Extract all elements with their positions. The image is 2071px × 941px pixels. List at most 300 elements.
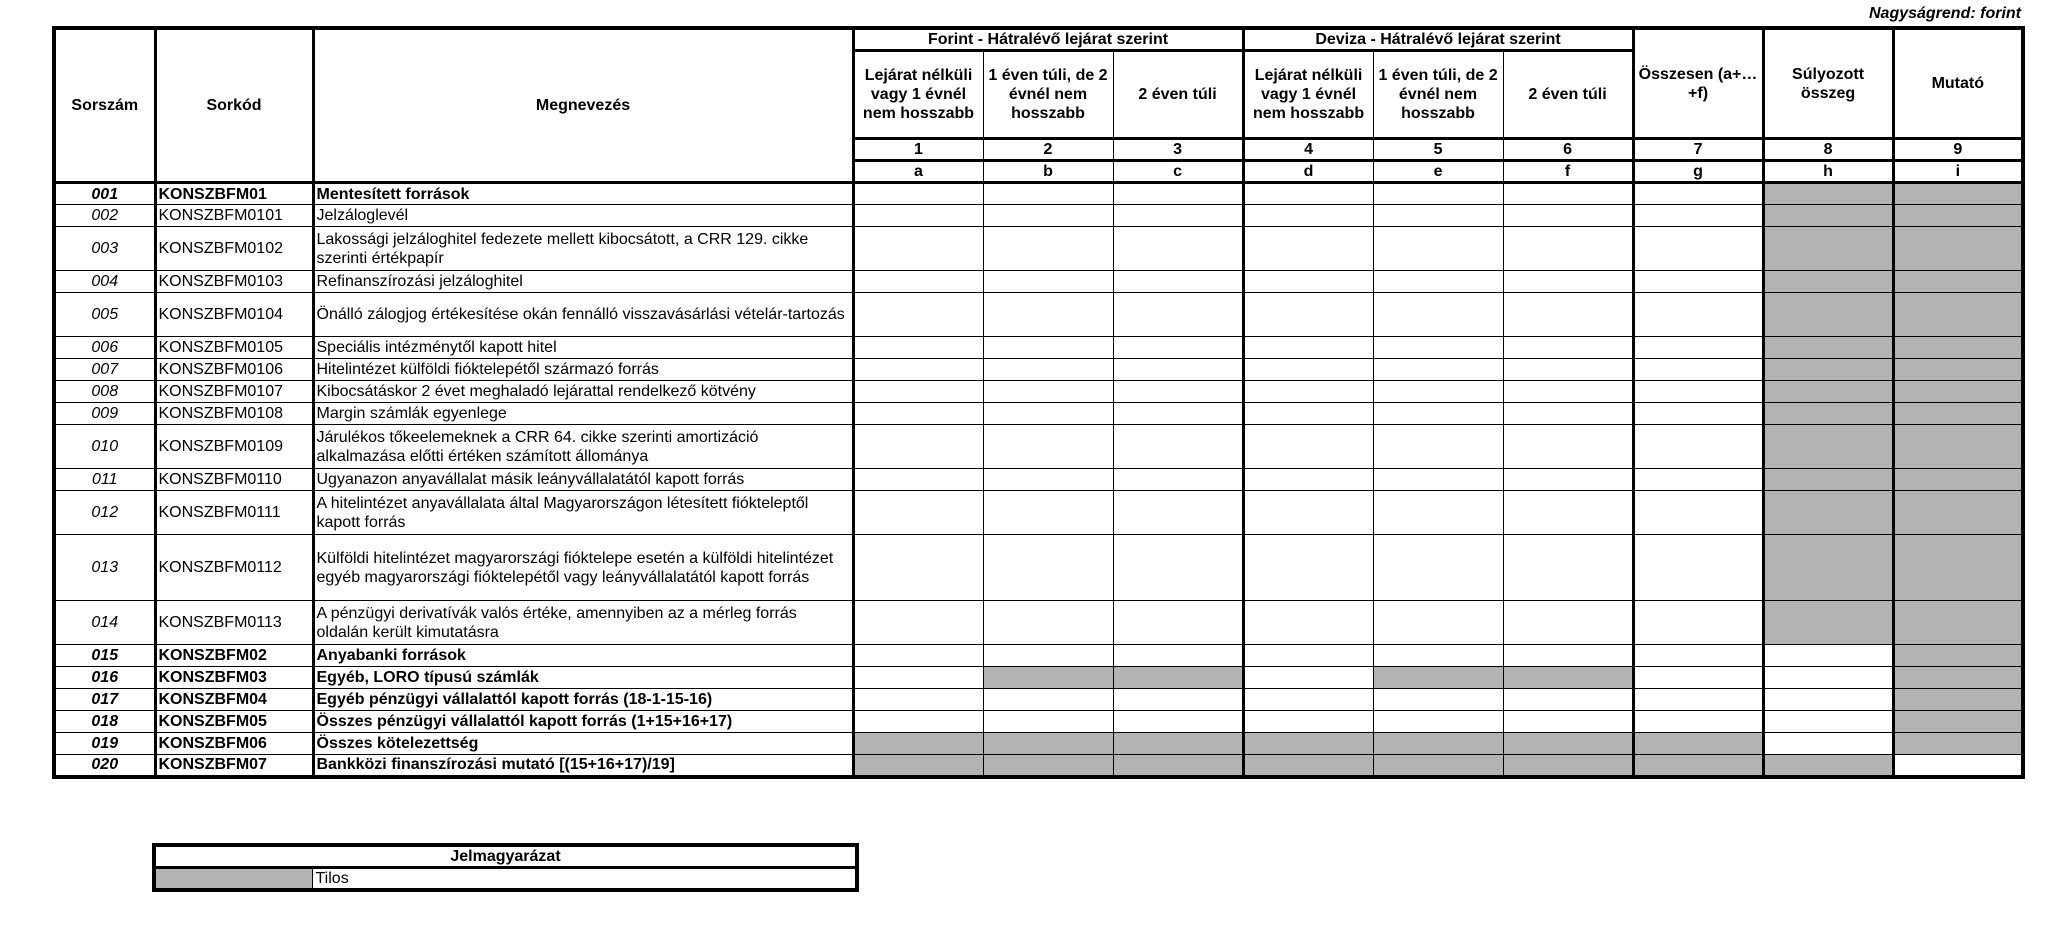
table-row bbox=[54, 403, 2023, 425]
row-megnevezes: Járulékos tőkeelemeknek a CRR 64. cikke szerinti amortizáció alkalmazása előtti értéken számított állománya bbox=[313, 425, 853, 469]
disabled-cell bbox=[1763, 425, 1893, 469]
value-cell[interactable] bbox=[1243, 381, 1373, 403]
value-cell[interactable] bbox=[1113, 337, 1243, 359]
row-megnevezes: Jelzáloglevél bbox=[313, 205, 853, 227]
row-sorszam: 016 bbox=[54, 667, 155, 689]
row-megnevezes: Lakossági jelzáloghitel fedezete mellett kibocsátott, a CRR 129. cikke szerinti értékpapír bbox=[313, 227, 853, 271]
value-cell[interactable] bbox=[1243, 491, 1373, 535]
value-cell[interactable] bbox=[983, 337, 1113, 359]
value-cell[interactable] bbox=[1503, 535, 1633, 601]
value-cell[interactable] bbox=[983, 205, 1113, 227]
value-cell[interactable] bbox=[1113, 183, 1243, 205]
value-cell[interactable] bbox=[1373, 535, 1503, 601]
value-cell[interactable] bbox=[853, 271, 983, 293]
row-megnevezes: A hitelintézet anyavállalata által Magyarországon létesített fiókteleptől kapott forrás bbox=[313, 491, 853, 535]
value-cell[interactable] bbox=[1633, 403, 1763, 425]
value-cell[interactable] bbox=[1633, 711, 1763, 733]
row-megnevezes: Mentesített források bbox=[313, 183, 853, 205]
value-cell[interactable] bbox=[1243, 359, 1373, 381]
disabled-cell bbox=[1893, 205, 2023, 227]
value-cell[interactable] bbox=[1373, 491, 1503, 535]
value-cell[interactable] bbox=[1243, 227, 1373, 271]
value-cell[interactable] bbox=[1503, 271, 1633, 293]
header-sorkod: Sorkód bbox=[155, 28, 313, 183]
col-letter: g bbox=[1633, 161, 1763, 183]
row-megnevezes: Külföldi hitelintézet magyarországi fióktelepe esetén a külföldi hitelintézet egyéb magyarországi fióktelepétől vagy leányvállalatától kapott forrás bbox=[313, 535, 853, 601]
row-sorszam: 005 bbox=[54, 293, 155, 337]
value-cell[interactable] bbox=[1633, 205, 1763, 227]
legend-label: Tilos bbox=[312, 868, 857, 891]
value-cell[interactable] bbox=[1113, 689, 1243, 711]
value-cell[interactable] bbox=[853, 469, 983, 491]
table-row bbox=[54, 469, 2023, 491]
value-cell[interactable] bbox=[1633, 491, 1763, 535]
value-cell[interactable] bbox=[1243, 667, 1373, 689]
value-cell[interactable] bbox=[1113, 425, 1243, 469]
col-number: 1 bbox=[853, 139, 983, 161]
value-cell[interactable] bbox=[983, 469, 1113, 491]
col-number: 2 bbox=[983, 139, 1113, 161]
disabled-cell bbox=[853, 755, 983, 777]
value-cell[interactable] bbox=[1243, 403, 1373, 425]
value-cell[interactable] bbox=[1113, 535, 1243, 601]
value-cell[interactable] bbox=[983, 381, 1113, 403]
row-sorszam: 006 bbox=[54, 337, 155, 359]
col-letter: a bbox=[853, 161, 983, 183]
table-row bbox=[54, 491, 2023, 535]
value-cell[interactable] bbox=[1373, 381, 1503, 403]
row-sorkod: KONSZBFM0101 bbox=[155, 205, 313, 227]
col-number: 8 bbox=[1763, 139, 1893, 161]
value-cell[interactable] bbox=[1633, 337, 1763, 359]
disabled-cell bbox=[1243, 733, 1373, 755]
header-col-e: 1 éven túli, de 2 évnél nem hosszabb bbox=[1373, 51, 1503, 139]
header-megnevezes: Megnevezés bbox=[313, 28, 853, 183]
value-cell[interactable] bbox=[1503, 381, 1633, 403]
table-body bbox=[54, 183, 2023, 777]
value-cell[interactable] bbox=[853, 205, 983, 227]
disabled-cell bbox=[1373, 733, 1503, 755]
row-sorkod: KONSZBFM0111 bbox=[155, 491, 313, 535]
value-cell[interactable] bbox=[853, 403, 983, 425]
value-cell[interactable] bbox=[1243, 183, 1373, 205]
header-col-c: 2 éven túli bbox=[1113, 51, 1243, 139]
value-cell[interactable] bbox=[1503, 469, 1633, 491]
row-megnevezes: Anyabanki források bbox=[313, 645, 853, 667]
value-cell[interactable] bbox=[983, 359, 1113, 381]
row-megnevezes: Hitelintézet külföldi fióktelepétől származó forrás bbox=[313, 359, 853, 381]
header-deviza-group: Deviza - Hátralévő lejárat szerint bbox=[1243, 28, 1633, 51]
disabled-cell bbox=[1113, 755, 1243, 777]
table-header bbox=[54, 28, 2023, 183]
value-cell[interactable] bbox=[1113, 469, 1243, 491]
value-cell[interactable] bbox=[983, 293, 1113, 337]
value-cell[interactable] bbox=[1113, 359, 1243, 381]
disabled-cell bbox=[1503, 755, 1633, 777]
table-row bbox=[54, 205, 2023, 227]
header-sulyozott: Súlyozott összeg bbox=[1763, 28, 1893, 139]
value-cell[interactable] bbox=[1373, 293, 1503, 337]
value-cell[interactable] bbox=[853, 689, 983, 711]
value-cell[interactable] bbox=[853, 227, 983, 271]
disabled-cell bbox=[1373, 755, 1503, 777]
row-sorszam: 001 bbox=[54, 183, 155, 205]
row-sorkod: KONSZBFM0113 bbox=[155, 601, 313, 645]
value-cell[interactable] bbox=[1633, 645, 1763, 667]
col-letter: d bbox=[1243, 161, 1373, 183]
disabled-cell bbox=[1763, 491, 1893, 535]
row-sorkod: KONSZBFM0109 bbox=[155, 425, 313, 469]
disabled-cell bbox=[1113, 733, 1243, 755]
disabled-cell bbox=[1893, 601, 2023, 645]
value-cell[interactable] bbox=[1243, 205, 1373, 227]
disabled-cell bbox=[1503, 733, 1633, 755]
disabled-cell bbox=[1893, 271, 2023, 293]
value-cell[interactable] bbox=[1503, 337, 1633, 359]
disabled-cell bbox=[1373, 667, 1503, 689]
header-col-d: Lejárat nélküli vagy 1 évnél nem hosszabb bbox=[1243, 51, 1373, 139]
row-sorszam: 009 bbox=[54, 403, 155, 425]
value-cell[interactable] bbox=[1503, 711, 1633, 733]
disabled-cell bbox=[1763, 381, 1893, 403]
value-cell[interactable] bbox=[983, 711, 1113, 733]
value-cell[interactable] bbox=[1503, 183, 1633, 205]
col-number: 9 bbox=[1893, 139, 2023, 161]
row-megnevezes: Kibocsátáskor 2 évet meghaladó lejárattal rendelkező kötvény bbox=[313, 381, 853, 403]
row-sorszam: 002 bbox=[54, 205, 155, 227]
row-megnevezes: Speciális intézménytől kapott hitel bbox=[313, 337, 853, 359]
table-row bbox=[54, 755, 2023, 777]
value-cell[interactable] bbox=[1243, 689, 1373, 711]
disabled-cell bbox=[1893, 359, 2023, 381]
table-row bbox=[54, 425, 2023, 469]
value-cell[interactable] bbox=[1243, 711, 1373, 733]
value-cell[interactable] bbox=[1633, 271, 1763, 293]
table-row bbox=[54, 689, 2023, 711]
value-cell[interactable] bbox=[853, 645, 983, 667]
value-cell[interactable] bbox=[1113, 205, 1243, 227]
disabled-cell bbox=[1763, 337, 1893, 359]
value-cell[interactable] bbox=[853, 381, 983, 403]
value-cell[interactable] bbox=[983, 271, 1113, 293]
value-cell[interactable] bbox=[1113, 491, 1243, 535]
col-number: 4 bbox=[1243, 139, 1373, 161]
value-cell[interactable] bbox=[1763, 645, 1893, 667]
disabled-cell bbox=[1763, 205, 1893, 227]
table-row bbox=[54, 711, 2023, 733]
row-sorkod: KONSZBFM0107 bbox=[155, 381, 313, 403]
disabled-cell bbox=[853, 733, 983, 755]
value-cell[interactable] bbox=[1503, 403, 1633, 425]
disabled-cell bbox=[1893, 183, 2023, 205]
table-row bbox=[54, 183, 2023, 205]
value-cell[interactable] bbox=[983, 601, 1113, 645]
value-cell[interactable] bbox=[1633, 183, 1763, 205]
row-sorszam: 012 bbox=[54, 491, 155, 535]
table-row bbox=[54, 733, 2023, 755]
value-cell[interactable] bbox=[983, 227, 1113, 271]
value-cell[interactable] bbox=[1763, 689, 1893, 711]
value-cell[interactable] bbox=[1373, 425, 1503, 469]
header-col-b: 1 éven túli, de 2 évnél nem hosszabb bbox=[983, 51, 1113, 139]
disabled-cell bbox=[1893, 337, 2023, 359]
disabled-cell bbox=[983, 733, 1113, 755]
value-cell[interactable] bbox=[1373, 645, 1503, 667]
value-cell[interactable] bbox=[1243, 425, 1373, 469]
value-cell[interactable] bbox=[1373, 711, 1503, 733]
disabled-cell bbox=[1763, 271, 1893, 293]
table-row bbox=[54, 645, 2023, 667]
disabled-cell bbox=[1113, 667, 1243, 689]
row-megnevezes: Ugyanazon anyavállalat másik leányvállalatától kapott forrás bbox=[313, 469, 853, 491]
col-letter: i bbox=[1893, 161, 2023, 183]
legend-title: Jelmagyarázat bbox=[154, 845, 857, 868]
value-cell[interactable] bbox=[1113, 271, 1243, 293]
value-cell[interactable] bbox=[1113, 711, 1243, 733]
value-cell[interactable] bbox=[1633, 469, 1763, 491]
disabled-cell bbox=[983, 755, 1113, 777]
disabled-cell bbox=[983, 667, 1113, 689]
col-number: 7 bbox=[1633, 139, 1763, 161]
disabled-cell bbox=[1893, 293, 2023, 337]
row-sorszam: 011 bbox=[54, 469, 155, 491]
row-sorszam: 017 bbox=[54, 689, 155, 711]
value-cell[interactable] bbox=[983, 535, 1113, 601]
value-cell[interactable] bbox=[1373, 469, 1503, 491]
value-cell[interactable] bbox=[1373, 359, 1503, 381]
row-sorkod: KONSZBFM0103 bbox=[155, 271, 313, 293]
table-row bbox=[54, 535, 2023, 601]
row-sorkod: KONSZBFM04 bbox=[155, 689, 313, 711]
disabled-cell bbox=[1893, 491, 2023, 535]
value-cell[interactable] bbox=[1243, 645, 1373, 667]
value-cell[interactable] bbox=[1633, 667, 1763, 689]
value-cell[interactable] bbox=[1243, 337, 1373, 359]
value-cell[interactable] bbox=[1243, 535, 1373, 601]
row-sorkod: KONSZBFM03 bbox=[155, 667, 313, 689]
value-cell[interactable] bbox=[1113, 403, 1243, 425]
row-sorkod: KONSZBFM0108 bbox=[155, 403, 313, 425]
header-mutato: Mutató bbox=[1893, 28, 2023, 139]
value-cell[interactable] bbox=[1503, 689, 1633, 711]
row-sorszam: 008 bbox=[54, 381, 155, 403]
row-sorszam: 003 bbox=[54, 227, 155, 271]
value-cell[interactable] bbox=[1243, 469, 1373, 491]
value-cell[interactable] bbox=[853, 183, 983, 205]
disabled-cell bbox=[1893, 227, 2023, 271]
row-sorszam: 020 bbox=[54, 755, 155, 777]
col-letter: b bbox=[983, 161, 1113, 183]
value-cell[interactable] bbox=[983, 491, 1113, 535]
value-cell[interactable] bbox=[1633, 601, 1763, 645]
header-forint-group: Forint - Hátralévő lejárat szerint bbox=[853, 28, 1243, 51]
unit-label: Nagyságrend: forint bbox=[1868, 5, 2021, 22]
value-cell[interactable] bbox=[1503, 601, 1633, 645]
row-megnevezes: Egyéb, LORO típusú számlák bbox=[313, 667, 853, 689]
row-sorszam: 018 bbox=[54, 711, 155, 733]
row-sorkod: KONSZBFM0105 bbox=[155, 337, 313, 359]
value-cell[interactable] bbox=[1763, 711, 1893, 733]
value-cell[interactable] bbox=[1633, 381, 1763, 403]
col-letter: f bbox=[1503, 161, 1633, 183]
header-osszesen: Összesen (a+…+f) bbox=[1633, 28, 1763, 139]
table-row bbox=[54, 337, 2023, 359]
value-cell[interactable] bbox=[1243, 601, 1373, 645]
col-number: 6 bbox=[1503, 139, 1633, 161]
table-row bbox=[54, 601, 2023, 645]
value-cell[interactable] bbox=[1633, 689, 1763, 711]
value-cell[interactable] bbox=[853, 425, 983, 469]
disabled-cell bbox=[1893, 689, 2023, 711]
disabled-cell bbox=[1243, 755, 1373, 777]
table-row bbox=[54, 667, 2023, 689]
value-cell[interactable] bbox=[983, 403, 1113, 425]
value-cell[interactable] bbox=[1373, 205, 1503, 227]
disabled-cell bbox=[1763, 293, 1893, 337]
value-cell[interactable] bbox=[853, 293, 983, 337]
col-letter: e bbox=[1373, 161, 1503, 183]
disabled-cell bbox=[1633, 733, 1763, 755]
row-sorszam: 007 bbox=[54, 359, 155, 381]
disabled-cell bbox=[1763, 359, 1893, 381]
disabled-cell bbox=[1633, 755, 1763, 777]
col-number: 3 bbox=[1113, 139, 1243, 161]
value-cell[interactable] bbox=[1113, 645, 1243, 667]
legend-table bbox=[152, 843, 859, 892]
value-cell[interactable] bbox=[1243, 293, 1373, 337]
value-cell[interactable] bbox=[983, 425, 1113, 469]
value-cell[interactable] bbox=[1503, 205, 1633, 227]
disabled-cell bbox=[1893, 403, 2023, 425]
value-cell[interactable] bbox=[1763, 733, 1893, 755]
value-cell[interactable] bbox=[1373, 403, 1503, 425]
value-cell[interactable] bbox=[1373, 227, 1503, 271]
table-row bbox=[54, 227, 2023, 271]
row-megnevezes: Refinanszírozási jelzáloghitel bbox=[313, 271, 853, 293]
disabled-cell bbox=[1893, 469, 2023, 491]
row-sorszam: 019 bbox=[54, 733, 155, 755]
value-cell[interactable] bbox=[853, 535, 983, 601]
table-row bbox=[54, 381, 2023, 403]
disabled-cell bbox=[1893, 711, 2023, 733]
value-cell[interactable] bbox=[1503, 359, 1633, 381]
value-cell[interactable] bbox=[853, 601, 983, 645]
disabled-cell bbox=[1763, 227, 1893, 271]
row-sorkod: KONSZBFM06 bbox=[155, 733, 313, 755]
header-col-f: 2 éven túli bbox=[1503, 51, 1633, 139]
value-cell[interactable] bbox=[853, 667, 983, 689]
value-cell[interactable] bbox=[1503, 645, 1633, 667]
value-cell[interactable] bbox=[1373, 337, 1503, 359]
row-megnevezes: Egyéb pénzügyi vállalattól kapott forrás (18-1-15-16) bbox=[313, 689, 853, 711]
row-sorszam: 013 bbox=[54, 535, 155, 601]
value-cell[interactable] bbox=[1503, 293, 1633, 337]
row-megnevezes: A pénzügyi derivatívák valós értéke, amennyiben az a mérleg forrás oldalán került kimutatásra bbox=[313, 601, 853, 645]
value-cell[interactable] bbox=[1893, 755, 2023, 777]
value-cell[interactable] bbox=[1113, 601, 1243, 645]
disabled-cell bbox=[1893, 381, 2023, 403]
row-sorkod: KONSZBFM0110 bbox=[155, 469, 313, 491]
report-table bbox=[52, 26, 2025, 779]
row-sorkod: KONSZBFM0102 bbox=[155, 227, 313, 271]
value-cell[interactable] bbox=[983, 183, 1113, 205]
disabled-cell bbox=[1763, 183, 1893, 205]
disabled-cell bbox=[1763, 403, 1893, 425]
col-letter: c bbox=[1113, 161, 1243, 183]
value-cell[interactable] bbox=[1243, 271, 1373, 293]
disabled-cell bbox=[1893, 535, 2023, 601]
row-megnevezes: Margin számlák egyenlege bbox=[313, 403, 853, 425]
disabled-cell bbox=[1763, 535, 1893, 601]
value-cell[interactable] bbox=[1633, 293, 1763, 337]
row-sorkod: KONSZBFM02 bbox=[155, 645, 313, 667]
header-col-a: Lejárat nélküli vagy 1 évnél nem hosszabb bbox=[853, 51, 983, 139]
disabled-cell bbox=[1893, 667, 2023, 689]
value-cell[interactable] bbox=[1113, 293, 1243, 337]
row-sorszam: 015 bbox=[54, 645, 155, 667]
row-sorkod: KONSZBFM0104 bbox=[155, 293, 313, 337]
row-megnevezes: Összes pénzügyi vállalattól kapott forrás (1+15+16+17) bbox=[313, 711, 853, 733]
row-sorszam: 014 bbox=[54, 601, 155, 645]
table-row bbox=[54, 293, 2023, 337]
row-megnevezes: Összes kötelezettség bbox=[313, 733, 853, 755]
value-cell[interactable] bbox=[853, 491, 983, 535]
row-megnevezes: Bankközi finanszírozási mutató [(15+16+17)/19] bbox=[313, 755, 853, 777]
value-cell[interactable] bbox=[983, 645, 1113, 667]
value-cell[interactable] bbox=[1503, 425, 1633, 469]
value-cell[interactable] bbox=[1373, 689, 1503, 711]
value-cell[interactable] bbox=[1633, 359, 1763, 381]
row-sorkod: KONSZBFM07 bbox=[155, 755, 313, 777]
disabled-cell bbox=[1893, 645, 2023, 667]
row-sorszam: 004 bbox=[54, 271, 155, 293]
row-sorkod: KONSZBFM01 bbox=[155, 183, 313, 205]
value-cell[interactable] bbox=[1503, 491, 1633, 535]
value-cell[interactable] bbox=[853, 337, 983, 359]
table-row bbox=[54, 359, 2023, 381]
col-number: 5 bbox=[1373, 139, 1503, 161]
header-sorszam: Sorszám bbox=[54, 28, 155, 183]
value-cell[interactable] bbox=[853, 711, 983, 733]
row-sorkod: KONSZBFM05 bbox=[155, 711, 313, 733]
value-cell[interactable] bbox=[1113, 227, 1243, 271]
row-sorkod: KONSZBFM0106 bbox=[155, 359, 313, 381]
value-cell[interactable] bbox=[1113, 381, 1243, 403]
value-cell[interactable] bbox=[1633, 425, 1763, 469]
table-row bbox=[54, 271, 2023, 293]
disabled-cell bbox=[1893, 425, 2023, 469]
disabled-cell bbox=[1503, 667, 1633, 689]
value-cell[interactable] bbox=[1373, 183, 1503, 205]
disabled-cell bbox=[1893, 733, 2023, 755]
row-sorszam: 010 bbox=[54, 425, 155, 469]
row-sorkod: KONSZBFM0112 bbox=[155, 535, 313, 601]
value-cell[interactable] bbox=[983, 689, 1113, 711]
col-letter: h bbox=[1763, 161, 1893, 183]
disabled-cell bbox=[1763, 601, 1893, 645]
value-cell[interactable] bbox=[1373, 601, 1503, 645]
value-cell[interactable] bbox=[1373, 271, 1503, 293]
row-megnevezes: Önálló zálogjog értékesítése okán fennálló visszavásárlási vételár-tartozás bbox=[313, 293, 853, 337]
value-cell[interactable] bbox=[1503, 227, 1633, 271]
disabled-cell bbox=[1763, 469, 1893, 491]
legend-swatch bbox=[154, 868, 312, 891]
value-cell[interactable] bbox=[1633, 535, 1763, 601]
value-cell[interactable] bbox=[853, 359, 983, 381]
value-cell[interactable] bbox=[1763, 667, 1893, 689]
disabled-cell bbox=[1763, 755, 1893, 777]
value-cell[interactable] bbox=[1633, 227, 1763, 271]
